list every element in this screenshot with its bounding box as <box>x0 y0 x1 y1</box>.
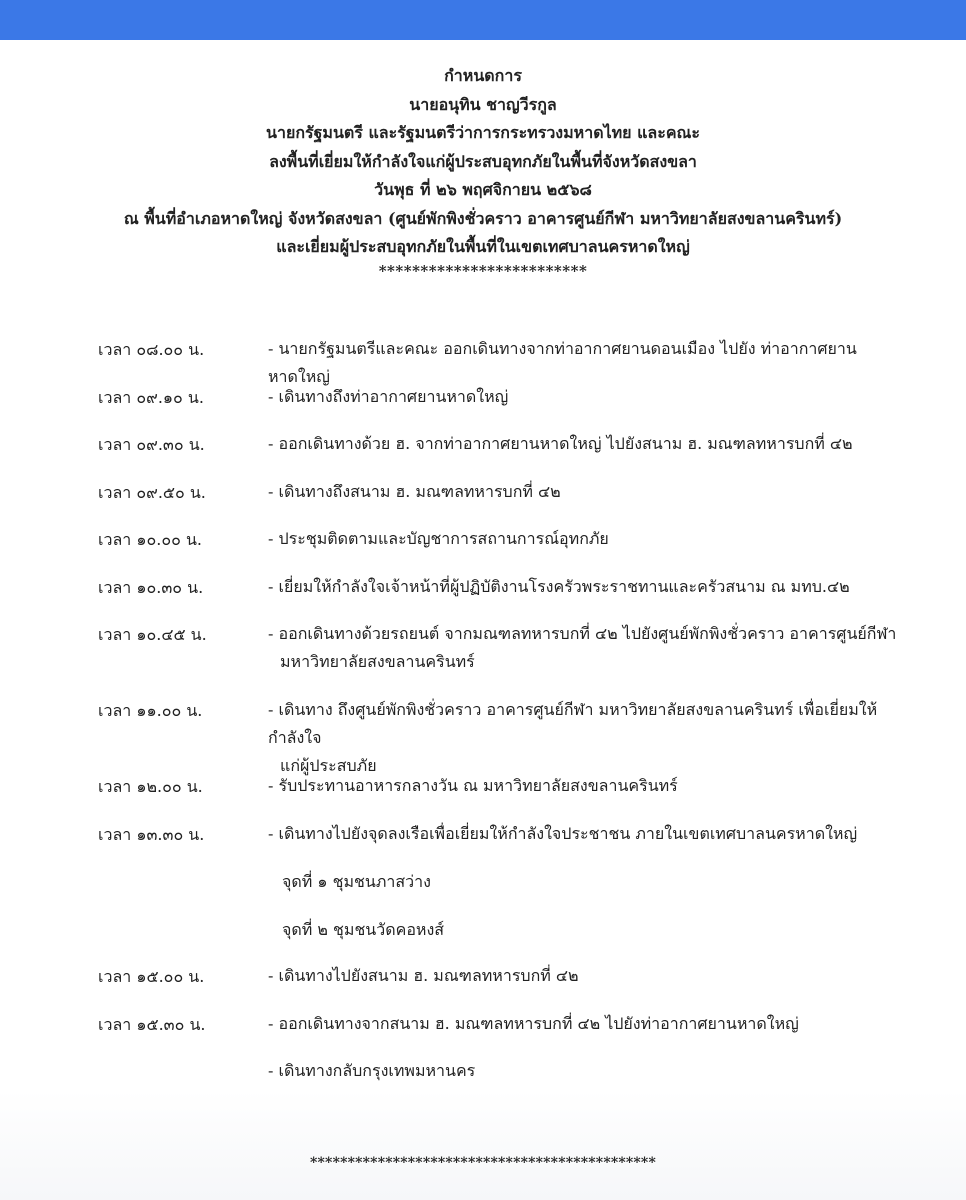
header-person-name: นายอนุทิน ชาญวีรกูล <box>409 94 557 114</box>
schedule-description: - เดินทางถึงสนาม ฮ. มณฑลทหารบกที่ ๔๒ <box>268 481 561 501</box>
document-header <box>0 62 966 280</box>
schedule-row <box>0 478 966 526</box>
schedule-time: เวลา ๑๒.๐๐ น. <box>98 777 203 796</box>
header-purpose: ลงพื้นที่เยี่ยมให้กำลังใจแก่ผู้ประสบอุทกภัยในพื้นที่จังหวัดสงขลา <box>269 151 697 171</box>
schedule-row <box>0 772 966 820</box>
schedule-description: - เดินทางกลับกรุงเทพมหานคร <box>268 1061 476 1080</box>
schedule-description: - เดินทางไปยังสนาม ฮ. มณฑลทหารบกที่ ๔๒ <box>268 966 579 985</box>
schedule-description-line1: - เดินทาง ถึงศูนย์พักพิงชั่วคราว อาคารศูนย์กีฬา มหาวิทยาลัยสงขลานครินทร์ เพื่อเยี่ยมให้กำลังใจ <box>268 700 878 747</box>
schedule-row <box>0 573 966 621</box>
schedule-description: - เดินทางถึงท่าอากาศยานหาดใหญ่ <box>268 386 509 406</box>
schedule-description: - ออกเดินทางจากสนาม ฮ. มณฑลทหารบกที่ ๔๒ ไปยังท่าอากาศยานหาดใหญ่ <box>268 1013 799 1033</box>
schedule-time: เวลา ๑๐.๐๐ น. <box>98 530 202 549</box>
schedule-description: - ประชุมติดตามและบัญชาการสถานการณ์อุทกภัย <box>268 529 609 548</box>
schedule-description: - นายกรัฐมนตรีและคณะ ออกเดินทางจากท่าอากาศยานดอนเมือง ไปยัง ท่าอากาศยานหาดใหญ่ <box>268 339 857 386</box>
schedule-description: - เดินทางไปยังจุดลงเรือเพื่อเยี่ยมให้กำลังใจประชาชน ภายในเขตเทศบาลนครหาดใหญ่ <box>268 823 858 843</box>
schedule-row <box>0 525 966 573</box>
schedule-description-line2: มหาวิทยาลัยสงขลานครินทร์ <box>280 652 475 671</box>
schedule-row <box>0 962 966 1010</box>
schedule-time: เวลา ๑๓.๓๐ น. <box>98 824 205 844</box>
schedule-description-line1: - ออกเดินทางด้วยรถยนต์ จากมณฑลทหารบกที่ ๔๒ ไปยังศูนย์พักพิงชั่วคราว อาคารศูนย์กีฬา <box>268 624 897 643</box>
page-bottom-background <box>0 1090 966 1200</box>
schedule-time: เวลา ๐๙.๕๐ น. <box>98 482 206 502</box>
schedule-description-line2: แก่ผู้ประสบภัย <box>280 756 377 775</box>
schedule-time: เวลา ๑๐.๔๕ น. <box>98 625 207 644</box>
schedule-row <box>0 1057 966 1105</box>
header-location: ณ พื้นที่อำเภอหาดใหญ่ จังหวัดสงขลา (ศูนย์พักพิงชั่วคราว อาคารศูนย์กีฬา มหาวิทยาลัยสงขลานครินทร์) <box>123 208 843 228</box>
schedule-row <box>0 383 966 431</box>
schedule-row <box>0 335 966 386</box>
schedule-time: เวลา ๐๙.๓๐ น. <box>98 435 205 454</box>
schedule-description <box>268 620 908 676</box>
schedule-time: เวลา ๑๑.๐๐ น. <box>98 701 203 720</box>
schedule-row <box>0 620 966 696</box>
schedule-description: - รับประทานอาหารกลางวัน ณ มหาวิทยาลัยสงขลานครินทร์ <box>268 776 678 795</box>
schedule-time: เวลา ๐๘.๐๐ น. <box>98 340 205 359</box>
schedule-list <box>0 335 966 1105</box>
sub-point: จุดที่ ๑ ชุมชนภาสว่าง <box>282 872 431 891</box>
schedule-row <box>0 1010 966 1058</box>
schedule-time: เวลา ๑๐.๓๐ น. <box>98 577 204 597</box>
sub-point: จุดที่ ๒ ชุมชนวัดคอหงส์ <box>282 919 445 939</box>
sub-point-row <box>0 867 966 915</box>
header-location-extra: และเยี่ยมผู้ประสบอุทกภัยในพื้นที่ในเขตเทศบาลนครหาดใหญ่ <box>276 237 690 256</box>
header-separator: ************************* <box>378 261 588 280</box>
schedule-row <box>0 696 966 775</box>
schedule-description: - ออกเดินทางด้วย ฮ. จากท่าอากาศยานหาดใหญ่ ไปยังสนาม ฮ. มณฑลทหารบกที่ ๔๒ <box>268 434 853 453</box>
schedule-row <box>0 430 966 478</box>
schedule-time: เวลา ๑๕.๐๐ น. <box>98 967 205 986</box>
schedule-time: เวลา ๑๕.๓๐ น. <box>98 1014 206 1034</box>
header-date: วันพุธ ที่ ๒๖ พฤศจิกายน ๒๕๖๘ <box>374 180 592 199</box>
schedule-row <box>0 820 966 868</box>
schedule-description: - เยี่ยมให้กำลังใจเจ้าหน้าที่ผู้ปฏิบัติงานโรงครัวพระราชทานและครัวสนาม ณ มทบ.๔๒ <box>268 576 850 596</box>
footer-separator: ********************************************** <box>310 1155 656 1171</box>
header-position: นายกรัฐมนตรี และรัฐมนตรีว่าการกระทรวงมหาดไทย และคณะ <box>266 123 700 142</box>
sub-point-row <box>0 915 966 963</box>
header-title: กำหนดการ <box>444 66 522 85</box>
top-bar <box>0 0 966 40</box>
schedule-time: เวลา ๐๙.๑๐ น. <box>98 387 204 407</box>
schedule-description <box>268 696 908 780</box>
